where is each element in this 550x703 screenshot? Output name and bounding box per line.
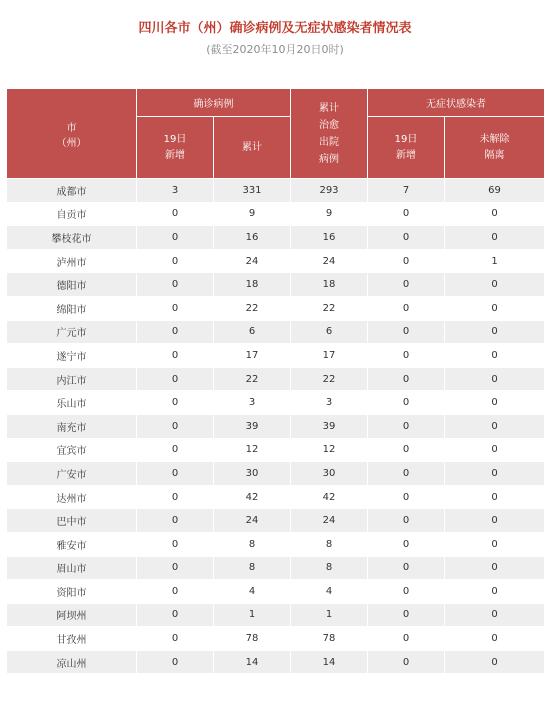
cell-city: 雅安市 <box>7 532 137 556</box>
cell-conf-total: 22 <box>214 296 291 320</box>
header-conf-new-line2: 新增 <box>165 149 185 161</box>
header-recovered-line2: 治愈 <box>319 119 339 131</box>
header-asym-isolated-line2: 隔离 <box>484 149 505 161</box>
cell-asym-new: 0 <box>368 391 445 415</box>
cell-asym-new: 7 <box>368 179 445 203</box>
cell-recovered: 3 <box>291 391 368 415</box>
header-asym-new-line2: 新增 <box>396 149 416 161</box>
cell-conf-new: 0 <box>137 249 214 273</box>
cell-recovered: 16 <box>291 226 368 250</box>
cell-conf-new: 0 <box>137 650 214 674</box>
cell-city: 绵阳市 <box>7 296 137 320</box>
cell-conf-total: 6 <box>214 320 291 344</box>
cell-city: 广元市 <box>7 320 137 344</box>
cell-city: 广安市 <box>7 462 137 486</box>
cell-asym-isolated: 0 <box>445 627 545 651</box>
cell-recovered: 17 <box>291 344 368 368</box>
cell-conf-total: 24 <box>214 249 291 273</box>
cell-city: 自贡市 <box>7 202 137 226</box>
header-recovered-line3: 出院 <box>319 136 339 148</box>
cell-asym-isolated: 0 <box>445 273 545 297</box>
header-city <box>7 89 137 179</box>
header-conf-total: 累计 <box>214 117 291 179</box>
cell-asym-new: 0 <box>368 603 445 627</box>
table-row <box>7 367 545 391</box>
cell-conf-new: 0 <box>137 603 214 627</box>
table-row <box>7 202 545 226</box>
table-row <box>7 179 545 203</box>
header-city-line1: 市 <box>66 122 77 134</box>
cell-recovered: 4 <box>291 580 368 604</box>
cell-asym-new: 0 <box>368 367 445 391</box>
header-conf-new-line1: 19日 <box>163 133 187 145</box>
header-recovered-line4: 病例 <box>319 153 339 165</box>
header-city-line2: （州） <box>56 137 87 149</box>
cell-asym-isolated: 0 <box>445 509 545 533</box>
cell-conf-total: 3 <box>214 391 291 415</box>
cell-conf-new: 0 <box>137 414 214 438</box>
data-table <box>6 88 545 674</box>
cell-recovered: 8 <box>291 532 368 556</box>
cell-city: 眉山市 <box>7 556 137 580</box>
cell-conf-total: 4 <box>214 580 291 604</box>
table-row <box>7 273 545 297</box>
cell-asym-isolated: 0 <box>445 603 545 627</box>
header-recovered-line1: 累计 <box>319 102 339 114</box>
header-asym-isolated <box>445 117 545 179</box>
cell-recovered: 42 <box>291 485 368 509</box>
cell-city: 德阳市 <box>7 273 137 297</box>
cell-conf-total: 24 <box>214 509 291 533</box>
table-row <box>7 249 545 273</box>
cell-asym-new: 0 <box>368 462 445 486</box>
cell-city: 泸州市 <box>7 249 137 273</box>
table-row <box>7 391 545 415</box>
cell-asym-isolated: 0 <box>445 485 545 509</box>
cell-conf-total: 8 <box>214 532 291 556</box>
cell-conf-new: 0 <box>137 202 214 226</box>
page-subtitle: (截至2020年10月20日0时) <box>206 43 344 56</box>
cell-asym-isolated: 1 <box>445 249 545 273</box>
cell-asym-new: 0 <box>368 414 445 438</box>
cell-city: 遂宁市 <box>7 344 137 368</box>
cell-city: 甘孜州 <box>7 627 137 651</box>
header-asym-isolated-line1: 未解除 <box>479 133 510 145</box>
table-row <box>7 462 545 486</box>
header-recovered <box>291 89 368 179</box>
cell-recovered: 18 <box>291 273 368 297</box>
page-title: 四川各市（州）确诊病例及无症状感染者情况表 <box>138 21 412 36</box>
cell-asym-new: 0 <box>368 532 445 556</box>
cell-city: 阿坝州 <box>7 603 137 627</box>
header-asymptomatic: 无症状感染者 <box>368 89 545 117</box>
cell-asym-new: 0 <box>368 580 445 604</box>
cell-conf-total: 16 <box>214 226 291 250</box>
table-row <box>7 627 545 651</box>
table-row <box>7 414 545 438</box>
cell-conf-new: 0 <box>137 462 214 486</box>
cell-asym-new: 0 <box>368 627 445 651</box>
cell-conf-new: 0 <box>137 438 214 462</box>
cell-recovered: 1 <box>291 603 368 627</box>
cell-conf-total: 1 <box>214 603 291 627</box>
cell-city: 巴中市 <box>7 509 137 533</box>
cell-recovered: 22 <box>291 367 368 391</box>
table-row <box>7 226 545 250</box>
table-row <box>7 485 545 509</box>
cell-city: 南充市 <box>7 414 137 438</box>
cell-asym-isolated: 0 <box>445 367 545 391</box>
cell-conf-total: 8 <box>214 556 291 580</box>
cell-asym-isolated: 0 <box>445 226 545 250</box>
cell-conf-new: 0 <box>137 273 214 297</box>
cell-conf-total: 17 <box>214 344 291 368</box>
cell-asym-new: 0 <box>368 485 445 509</box>
cell-conf-total: 331 <box>214 179 291 203</box>
cell-asym-isolated: 0 <box>445 556 545 580</box>
table-row <box>7 438 545 462</box>
table-row <box>7 532 545 556</box>
cell-asym-new: 0 <box>368 273 445 297</box>
header-asym-new-line1: 19日 <box>394 133 418 145</box>
cell-conf-total: 30 <box>214 462 291 486</box>
table-row <box>7 296 545 320</box>
cell-conf-new: 0 <box>137 391 214 415</box>
cell-asym-isolated: 0 <box>445 438 545 462</box>
table-row <box>7 603 545 627</box>
cell-conf-new: 0 <box>137 367 214 391</box>
cell-conf-new: 0 <box>137 226 214 250</box>
cell-asym-isolated: 0 <box>445 296 545 320</box>
table-header <box>7 89 545 179</box>
cell-conf-new: 0 <box>137 296 214 320</box>
cell-conf-new: 0 <box>137 485 214 509</box>
header-conf-new <box>137 117 214 179</box>
cell-asym-isolated: 0 <box>445 650 545 674</box>
cell-conf-total: 78 <box>214 627 291 651</box>
cell-asym-new: 0 <box>368 650 445 674</box>
cell-conf-total: 22 <box>214 367 291 391</box>
cell-recovered: 78 <box>291 627 368 651</box>
cell-city: 宜宾市 <box>7 438 137 462</box>
cell-asym-new: 0 <box>368 226 445 250</box>
cell-recovered: 39 <box>291 414 368 438</box>
table-row <box>7 580 545 604</box>
cell-recovered: 9 <box>291 202 368 226</box>
cell-asym-isolated: 0 <box>445 202 545 226</box>
cell-asym-isolated: 0 <box>445 462 545 486</box>
cell-conf-new: 3 <box>137 179 214 203</box>
cell-asym-new: 0 <box>368 296 445 320</box>
cell-asym-new: 0 <box>368 509 445 533</box>
cell-asym-new: 0 <box>368 249 445 273</box>
table-row <box>7 344 545 368</box>
cell-conf-new: 0 <box>137 532 214 556</box>
table-row <box>7 556 545 580</box>
cell-asym-new: 0 <box>368 438 445 462</box>
cell-asym-isolated: 0 <box>445 320 545 344</box>
cell-conf-new: 0 <box>137 580 214 604</box>
cell-conf-new: 0 <box>137 556 214 580</box>
cell-recovered: 14 <box>291 650 368 674</box>
cell-asym-isolated: 0 <box>445 414 545 438</box>
table-row <box>7 320 545 344</box>
cell-conf-total: 12 <box>214 438 291 462</box>
header-asym-new <box>368 117 445 179</box>
cell-recovered: 30 <box>291 462 368 486</box>
cell-conf-new: 0 <box>137 320 214 344</box>
cell-recovered: 24 <box>291 509 368 533</box>
cell-recovered: 293 <box>291 179 368 203</box>
cell-conf-total: 39 <box>214 414 291 438</box>
cell-city: 资阳市 <box>7 580 137 604</box>
cell-recovered: 22 <box>291 296 368 320</box>
header-confirmed: 确诊病例 <box>137 89 291 117</box>
cell-conf-new: 0 <box>137 627 214 651</box>
cell-conf-new: 0 <box>137 509 214 533</box>
cell-conf-total: 18 <box>214 273 291 297</box>
cell-recovered: 6 <box>291 320 368 344</box>
cell-conf-total: 9 <box>214 202 291 226</box>
table-row <box>7 509 545 533</box>
cell-asym-isolated: 0 <box>445 532 545 556</box>
table-body <box>7 179 545 674</box>
cell-asym-isolated: 69 <box>445 179 545 203</box>
cell-city: 攀枝花市 <box>7 226 137 250</box>
cell-recovered: 24 <box>291 249 368 273</box>
cell-city: 凉山州 <box>7 650 137 674</box>
cell-recovered: 12 <box>291 438 368 462</box>
cell-conf-new: 0 <box>137 344 214 368</box>
cell-conf-total: 42 <box>214 485 291 509</box>
cell-asym-new: 0 <box>368 320 445 344</box>
cell-conf-total: 14 <box>214 650 291 674</box>
cell-city: 达州市 <box>7 485 137 509</box>
cell-city: 乐山市 <box>7 391 137 415</box>
cell-city: 成都市 <box>7 179 137 203</box>
cell-recovered: 8 <box>291 556 368 580</box>
cell-asym-new: 0 <box>368 344 445 368</box>
cell-city: 内江市 <box>7 367 137 391</box>
cell-asym-isolated: 0 <box>445 391 545 415</box>
cell-asym-new: 0 <box>368 556 445 580</box>
table-row <box>7 650 545 674</box>
cell-asym-isolated: 0 <box>445 580 545 604</box>
cell-asym-new: 0 <box>368 202 445 226</box>
cell-asym-isolated: 0 <box>445 344 545 368</box>
